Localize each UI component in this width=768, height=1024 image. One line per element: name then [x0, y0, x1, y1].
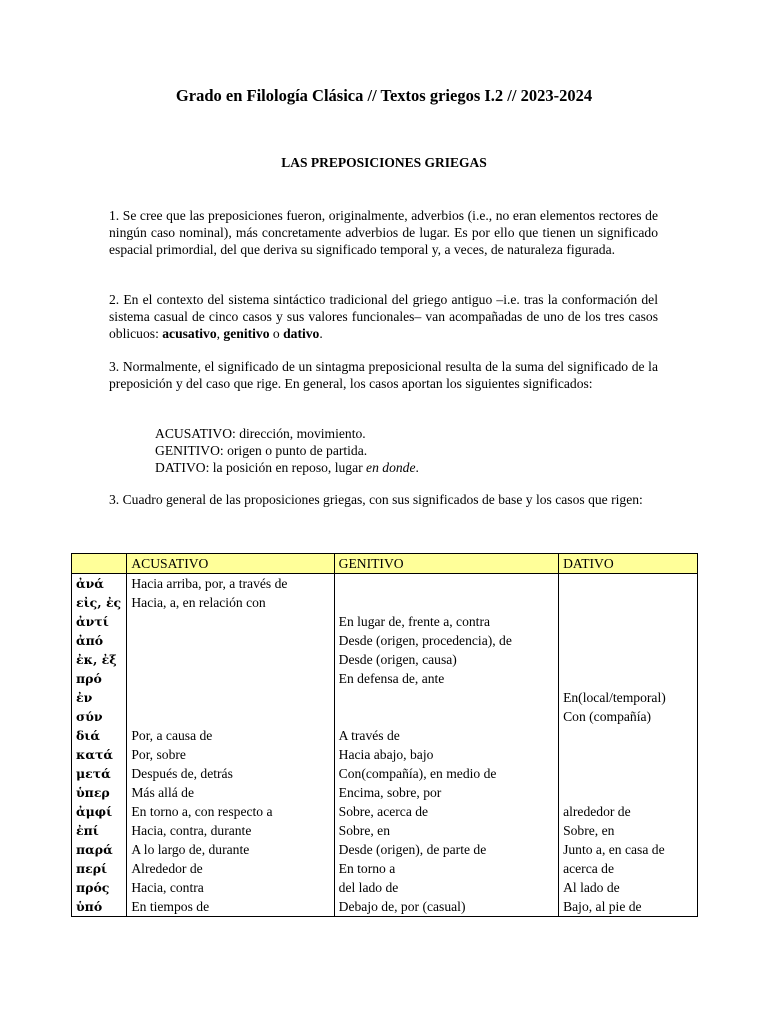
cell-acusativo: Por, sobre: [127, 745, 334, 764]
cell-acusativo: A lo largo de, durante: [127, 840, 334, 859]
cell-preposition: ὑπερ: [72, 783, 127, 802]
table-row: [72, 593, 698, 612]
paragraph-2-end: .: [319, 326, 323, 341]
cell-preposition: κατά: [72, 745, 127, 764]
cell-acusativo: Más allá de: [127, 783, 334, 802]
table-row: [72, 650, 698, 669]
cell-genitivo: Debajo de, por (casual): [334, 897, 558, 917]
cell-genitivo: Sobre, acerca de: [334, 802, 558, 821]
cell-genitivo: Desde (origen), de parte de: [334, 840, 558, 859]
cell-preposition: παρά: [72, 840, 127, 859]
cell-acusativo: Después de, detrás: [127, 764, 334, 783]
cell-dativo: [559, 669, 698, 688]
table-row: [72, 688, 698, 707]
paragraph-3: 3. Normalmente, el significado de un sintagma preposicional resulta de la suma del significado de la preposición y del caso que rige. En general, los casos aportan los siguientes significados:: [109, 359, 658, 391]
cell-genitivo: [334, 707, 558, 726]
cell-acusativo: Hacia arriba, por, a través de: [127, 574, 334, 594]
table-row: [72, 764, 698, 783]
cell-dativo: [559, 593, 698, 612]
cell-dativo: [559, 745, 698, 764]
table-row: [72, 821, 698, 840]
cell-preposition: πρό: [72, 669, 127, 688]
case-genitivo: genitivo: [223, 326, 270, 341]
cell-preposition: ἀντί: [72, 612, 127, 631]
cell-dativo: acerca de: [559, 859, 698, 878]
table-row: [72, 897, 698, 917]
cell-acusativo: [127, 631, 334, 650]
cell-preposition: σύν: [72, 707, 127, 726]
cell-preposition: περί: [72, 859, 127, 878]
paragraph-2-text: 2. En el contexto del sistema sintáctico tradicional del griego antiguo –i.e. tras la conformación del sistema casual de cinco casos y sus valores funcionales– van acompañadas de uno de los tres casos oblicuos:: [109, 292, 658, 341]
document-header: Grado en Filología Clásica // Textos griegos I.2 // 2023-2024: [175, 86, 593, 105]
cell-preposition: ἐπί: [72, 821, 127, 840]
cell-dativo: [559, 612, 698, 631]
cell-acusativo: [127, 650, 334, 669]
cell-dativo: alrededor de: [559, 802, 698, 821]
separator-comma: ,: [216, 326, 224, 341]
cell-genitivo: [334, 688, 558, 707]
case-meanings-list: [155, 425, 419, 476]
case-dativo: dativo: [283, 326, 320, 341]
separator-o: o: [269, 326, 284, 341]
case-acusativo: acusativo: [162, 326, 217, 341]
dativo-end: .: [415, 460, 419, 475]
cell-dativo: [559, 650, 698, 669]
cell-preposition: ἀπό: [72, 631, 127, 650]
prepositions-table: [71, 553, 698, 917]
cell-genitivo: [334, 593, 558, 612]
cell-preposition: εἰς, ἐς: [72, 593, 127, 612]
cell-genitivo: del lado de: [334, 878, 558, 897]
cell-dativo: En(local/temporal): [559, 688, 698, 707]
cell-preposition: μετά: [72, 764, 127, 783]
cell-genitivo: A través de: [334, 726, 558, 745]
case-meaning-acusativo: ACUSATIVO: dirección, movimiento.: [155, 426, 366, 441]
dativo-text: DATIVO: la posición en reposo, lugar: [155, 460, 367, 475]
cell-genitivo: En torno a: [334, 859, 558, 878]
cell-acusativo: En tiempos de: [127, 897, 334, 917]
case-meaning-dativo: [155, 459, 419, 476]
cell-dativo: [559, 631, 698, 650]
header-cell-empty: [72, 554, 127, 574]
table-row: [72, 859, 698, 878]
cell-dativo: Junto a, en casa de: [559, 840, 698, 859]
header-cell-dativo: DATIVO: [559, 554, 698, 574]
paragraph-2: [109, 291, 658, 342]
table-row: [72, 802, 698, 821]
cell-dativo: Bajo, al pie de: [559, 897, 698, 917]
cell-genitivo: Sobre, en: [334, 821, 558, 840]
cell-genitivo: Desde (origen, procedencia), de: [334, 631, 558, 650]
header-cell-acusativo: ACUSATIVO: [127, 554, 334, 574]
cell-preposition: ἐν: [72, 688, 127, 707]
cell-genitivo: Encima, sobre, por: [334, 783, 558, 802]
cell-dativo: Al lado de: [559, 878, 698, 897]
cell-acusativo: [127, 612, 334, 631]
cell-preposition: ἐκ, ἐξ: [72, 650, 127, 669]
cell-acusativo: Hacia, contra, durante: [127, 821, 334, 840]
dativo-emphasis: en donde: [366, 460, 416, 475]
cell-acusativo: Hacia, contra: [127, 878, 334, 897]
cell-genitivo: [334, 574, 558, 594]
cell-acusativo: Alrededor de: [127, 859, 334, 878]
table-row: [72, 707, 698, 726]
cell-acusativo: [127, 707, 334, 726]
cell-genitivo: En lugar de, frente a, contra: [334, 612, 558, 631]
table-row: [72, 783, 698, 802]
cell-dativo: [559, 574, 698, 594]
cell-preposition: διά: [72, 726, 127, 745]
cell-acusativo: [127, 669, 334, 688]
table-row: [72, 878, 698, 897]
cell-dativo: [559, 764, 698, 783]
cell-acusativo: [127, 688, 334, 707]
cell-dativo: Con (compañía): [559, 707, 698, 726]
cell-genitivo: Con(compañía), en medio de: [334, 764, 558, 783]
table-body: [72, 574, 698, 917]
cell-dativo: [559, 783, 698, 802]
cell-genitivo: Hacia abajo, bajo: [334, 745, 558, 764]
cell-preposition: πρός: [72, 878, 127, 897]
cell-acusativo: Hacia, a, en relación con: [127, 593, 334, 612]
table-row: [72, 631, 698, 650]
table-header-row: [72, 554, 698, 574]
header-cell-genitivo: GENITIVO: [334, 554, 558, 574]
table-row: [72, 669, 698, 688]
cell-dativo: Sobre, en: [559, 821, 698, 840]
table-row: [72, 574, 698, 594]
cell-genitivo: Desde (origen, causa): [334, 650, 558, 669]
table-row: [72, 840, 698, 859]
cell-genitivo: En defensa de, ante: [334, 669, 558, 688]
table-row: [72, 612, 698, 631]
cell-preposition: ὑπό: [72, 897, 127, 917]
cell-acusativo: Por, a causa de: [127, 726, 334, 745]
cell-preposition: ἀμφί: [72, 802, 127, 821]
case-meaning-genitivo: GENITIVO: origen o punto de partida.: [155, 443, 368, 458]
paragraph-4: 3. Cuadro general de las proposiciones griegas, con sus significados de base y los casos que rigen:: [109, 492, 643, 507]
table-row: [72, 726, 698, 745]
table-row: [72, 745, 698, 764]
cell-preposition: ἀνά: [72, 574, 127, 594]
page-title: LAS PREPOSICIONES GRIEGAS: [281, 155, 487, 170]
paragraph-1: 1. Se cree que las preposiciones fueron, originalmente, adverbios (i.e., no eran elementos rectores de ningún caso nominal), más concretamente adverbios de lugar. Es por ello que tienen un significado espacial primordial, del que deriva su significado temporal y, a veces, de naturaleza figurada.: [109, 208, 658, 257]
cell-acusativo: En torno a, con respecto a: [127, 802, 334, 821]
cell-dativo: [559, 726, 698, 745]
